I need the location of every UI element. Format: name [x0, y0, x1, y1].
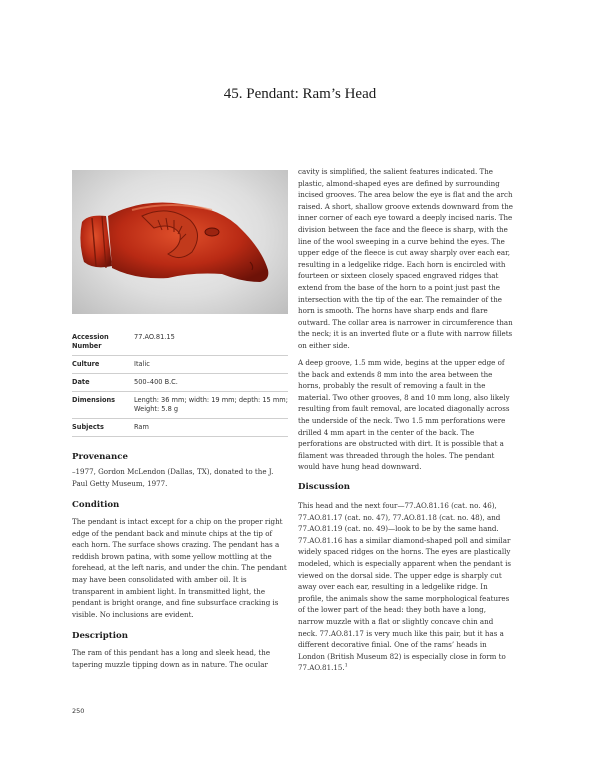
meta-label: Date [72, 378, 90, 386]
footnote-ref[interactable]: 1 [344, 662, 348, 669]
description-continued: cavity is simplified, the salient features indicated. The plastic, almond-shaped eyes are defined by surrounding incised grooves. The area below the eye is flat and the arch raised. A short, shallow groove extends downward from the inner corner of each eye toward a deeply incised naris. The division between the face and the fleece is sharp, with the line of the wool sweeping in a curve behind the eyes. The upper edge of the fleece is cut away sharply over each ear, resulting in a ledgelike ridge. Each horn is encircled with fourteen or sixteen closely spaced engraved ridges that extend from the base of the horn to a point just past the intersection with the tip of the ear. The remainder of the horn is smooth. The horns have sharp ends and flare outward. The collar area is narrower in circumference than the neck; it is an inverted flute or a flute with narrow fillets on either side. [298, 167, 513, 350]
provenance-heading: Provenance [72, 452, 128, 462]
meta-row-accession [72, 329, 288, 356]
condition-text: The pendant is intact except for a chip on the proper right edge of the pendant back and minute chips at the tip of each horn. The surface shows crazing. The pendant has a reddish brown patina, with some yellow mottling at the forehead, at the left naris, and under the chin. The pendant may have been consolidated with amber oil. It is transparent in ambient light. In transmitted light, the pendant is bright orange, and fine subsurface cracking is visible. No inclusions are evident. [72, 517, 287, 619]
meta-value: Ram [134, 423, 149, 431]
condition-heading: Condition [72, 500, 120, 510]
meta-label: Dimensions [72, 396, 116, 404]
discussion-body: This head and the next four—77.AO.81.16 (cat. no. 46), 77.AO.81.17 (cat. no. 47), 77.AO.81.18 (cat. no. 48), and 77.AO.81.19 (cat. no. 49)—look to be by the same hand. 77.AO.81.16 has a similar diamond-shaped poll and similar widely spaced ridges on the horns. The eyes are plastically modeled, which is especially apparent when the pendant is viewed on the dorsal side. The upper edge is sharply cut away over each ear, resulting in a ledgelike ridge. In profile, the animals show the same morphological features of the lower part of the head: they both have a long, narrow muzzle with a flat or slightly concave chin and neck. 77.AO.81.17 is very much like this pair, but it has a different decorative finial. One of the rams’ heads in London (British Museum 82) is especially close in form to 77.AO.81.15. [298, 501, 511, 673]
ram-head-pendant-image [72, 170, 288, 314]
meta-label: Accession Number [72, 333, 109, 350]
meta-value: Italic [134, 360, 150, 368]
page-number: 250 [72, 707, 85, 715]
description-heading: Description [72, 631, 129, 641]
meta-label: Subjects [72, 423, 104, 431]
page-title: 45. Pendant: Ram’s Head [223, 86, 377, 102]
provenance-text: –1977, Gordon McLendon (Dallas, TX), donated to the J. Paul Getty Museum, 1977. [72, 467, 274, 488]
discussion-heading: Discussion [298, 482, 350, 492]
object-metadata-table [72, 329, 288, 437]
meta-value: 500–400 B.C. [134, 378, 178, 386]
meta-value: Length: 36 mm; width: 19 mm; depth: 15 mm; Weight: 5.8 g [134, 396, 288, 413]
meta-row-date [72, 374, 288, 392]
meta-label: Culture [72, 360, 100, 368]
meta-value: 77.AO.81.15 [134, 333, 175, 341]
description-paragraph-2: A deep groove, 1.5 mm wide, begins at the upper edge of the back and extends 8 mm into the area between the horns, probably the result of removing a fault in the material. Two other grooves, 8 and 10 mm long, also likely resulting from fault removal, are located diagonally across the underside of the neck. Two 1.5 mm perforations were drilled 4 mm apart in the center of the back. The perforations are obstructed with dirt. It is possible that a filament was threaded through the holes. The pendant would have hung head downward. [298, 358, 510, 472]
meta-row-dimensions [72, 392, 288, 419]
discussion-text [298, 500, 514, 674]
meta-row-subjects [72, 419, 288, 437]
pendant-photo [72, 170, 288, 314]
description-text: The ram of this pendant has a long and sleek head, the tapering muzzle tipping down as in nature. The ocular [72, 648, 271, 669]
meta-row-culture [72, 356, 288, 374]
